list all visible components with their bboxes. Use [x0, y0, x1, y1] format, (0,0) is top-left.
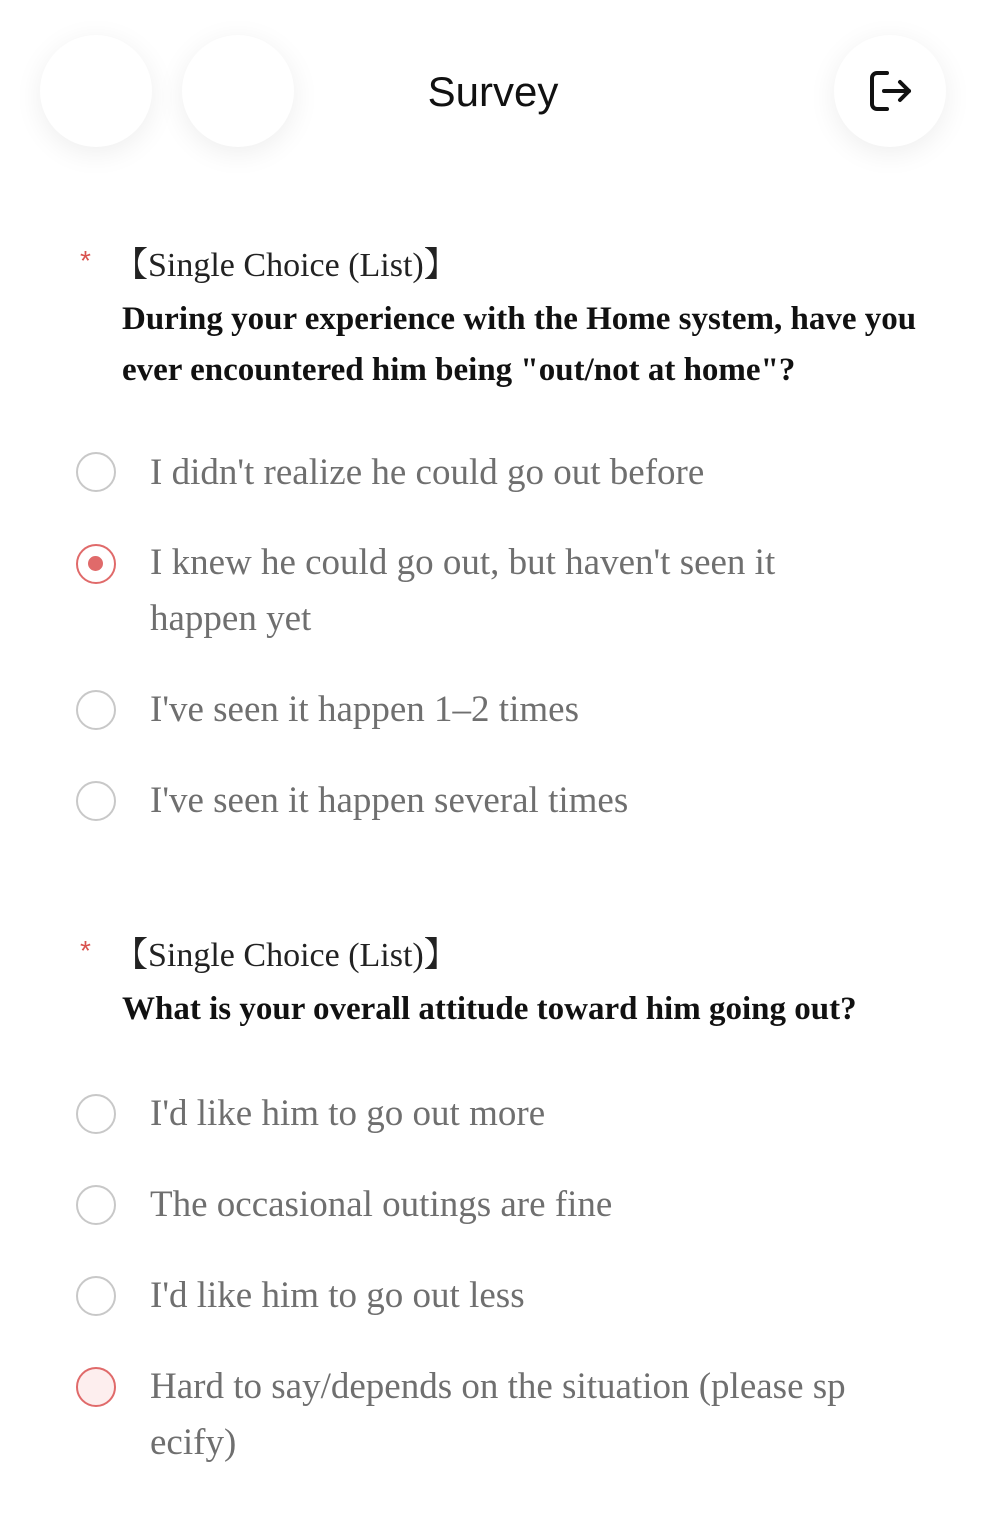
radio-button[interactable] — [76, 1185, 116, 1225]
question-text: During your experience with the Home system, have you ever encountered him being "out/not at home"? — [122, 301, 917, 388]
radio-button-highlighted[interactable] — [76, 1367, 116, 1407]
radio-button[interactable] — [76, 781, 116, 821]
option-label: I'd like him to go out less — [150, 1275, 525, 1316]
option-label: Hard to say/depends on the situation (please specify) — [150, 1366, 846, 1463]
page-title: Survey — [427, 68, 559, 115]
radio-button-selected[interactable] — [76, 544, 116, 584]
exit-button[interactable] — [834, 35, 946, 147]
required-mark: * — [80, 935, 91, 966]
option-label: I didn't realize he could go out before — [150, 452, 705, 493]
radio-button[interactable] — [76, 690, 116, 730]
exit-icon — [865, 66, 915, 116]
question-text: What is your overall attitude toward him going out? — [122, 991, 857, 1027]
radio-button[interactable] — [76, 1276, 116, 1316]
required-mark: * — [80, 245, 91, 276]
radio-button[interactable] — [76, 452, 116, 492]
question-type-label: 【Single Choice (List)】 — [114, 247, 458, 284]
radio-button[interactable] — [76, 1094, 116, 1134]
option-label: I've seen it happen 1–2 times — [150, 689, 579, 730]
option-label: I knew he could go out, but haven't seen it happen yet — [150, 542, 776, 639]
header-bar — [0, 0, 986, 185]
option-label: I've seen it happen several times — [150, 780, 629, 821]
option-label: I'd like him to go out more — [150, 1093, 546, 1134]
option-label: The occasional outings are fine — [150, 1184, 613, 1225]
question-type-label: 【Single Choice (List)】 — [114, 937, 458, 974]
